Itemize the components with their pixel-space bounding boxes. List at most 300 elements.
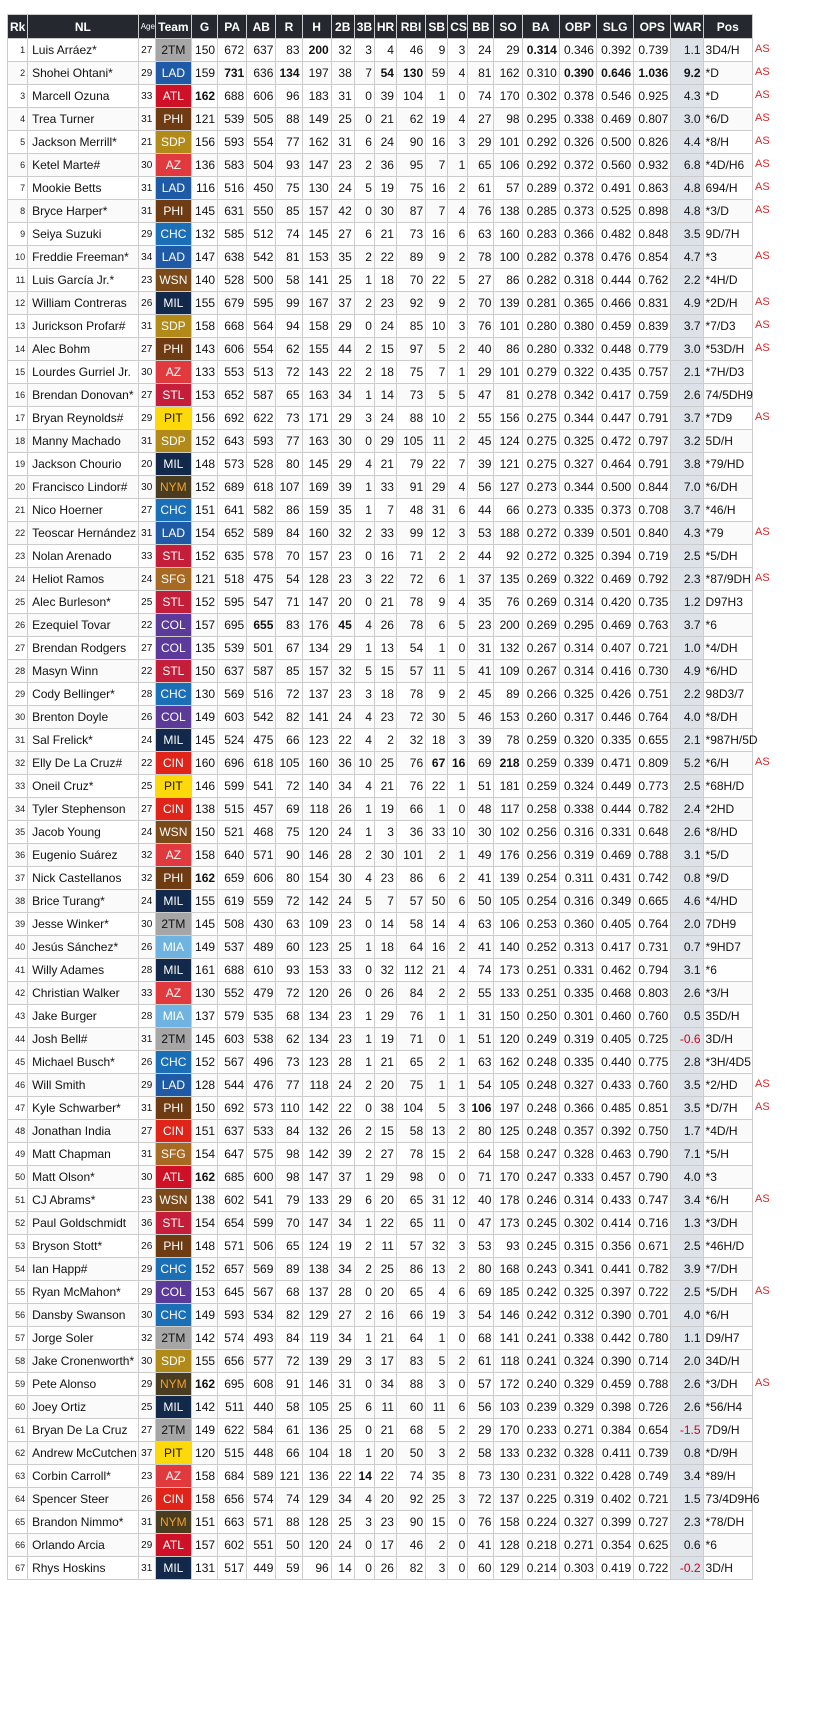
g-cell: 156: [191, 131, 217, 154]
h-cell: 158: [302, 315, 331, 338]
ba-cell: 0.282: [522, 269, 559, 292]
ops-cell: 0.764: [634, 913, 671, 936]
col-header-age[interactable]: Age: [138, 15, 155, 39]
player-name-cell[interactable]: Alec Burleson*: [28, 591, 139, 614]
age-cell: 29: [138, 1258, 155, 1281]
2b-cell: 29: [331, 453, 354, 476]
col-header-slg[interactable]: SLG: [596, 15, 633, 39]
h-cell: 147: [302, 1166, 331, 1189]
rbi-cell: 99: [396, 522, 425, 545]
h-cell: 157: [302, 545, 331, 568]
team-cell[interactable]: LAD: [155, 62, 191, 85]
ba-cell: 0.259: [522, 775, 559, 798]
col-header-g[interactable]: G: [191, 15, 217, 39]
team-cell[interactable]: COL: [155, 706, 191, 729]
player-name-cell[interactable]: Teoscar Hernández: [28, 522, 139, 545]
col-header-rbi[interactable]: RBI: [396, 15, 425, 39]
age-cell: 37: [138, 1442, 155, 1465]
3b-cell: 1: [354, 476, 374, 499]
ba-cell: 0.273: [522, 476, 559, 499]
h-cell: 120: [302, 1534, 331, 1557]
ba-cell: 0.272: [522, 522, 559, 545]
team-cell[interactable]: 2TM: [155, 1028, 191, 1051]
player-name-cell[interactable]: Ezequiel Tovar: [28, 614, 139, 637]
team-cell[interactable]: AZ: [155, 154, 191, 177]
2b-cell: 23: [331, 1005, 354, 1028]
r-cell: 75: [276, 821, 302, 844]
slg-cell: 0.457: [596, 1166, 633, 1189]
2b-cell: 37: [331, 292, 354, 315]
player-name-cell[interactable]: Matt Olson*: [28, 1166, 139, 1189]
player-name-cell[interactable]: Luis Arráez*: [28, 39, 139, 62]
team-cell[interactable]: STL: [155, 591, 191, 614]
team-cell[interactable]: SDP: [155, 131, 191, 154]
col-header-team[interactable]: Team: [155, 15, 191, 39]
player-name-cell[interactable]: Corbin Carroll*: [28, 1465, 139, 1488]
team-cell[interactable]: COL: [155, 1281, 191, 1304]
ab-cell: 618: [247, 752, 276, 775]
table-row: [8, 1166, 753, 1189]
player-name-cell[interactable]: Rhys Hoskins: [28, 1557, 139, 1580]
col-header-sb[interactable]: SB: [426, 15, 448, 39]
sb-cell: 11: [426, 430, 448, 453]
war-cell: 4.9: [671, 660, 703, 683]
team-cell[interactable]: STL: [155, 660, 191, 683]
player-name-cell[interactable]: Josh Bell#: [28, 1028, 139, 1051]
cs-cell: 4: [448, 913, 468, 936]
slg-cell: 0.390: [596, 1350, 633, 1373]
hr-cell: 14: [374, 384, 396, 407]
bb-cell: 57: [468, 1373, 494, 1396]
player-name-cell[interactable]: Jesús Sánchez*: [28, 936, 139, 959]
team-cell[interactable]: PHI: [155, 1235, 191, 1258]
team-cell[interactable]: COL: [155, 637, 191, 660]
slg-cell: 0.482: [596, 223, 633, 246]
team-cell[interactable]: PHI: [155, 867, 191, 890]
player-name-cell[interactable]: Oneil Cruz*: [28, 775, 139, 798]
r-cell: 107: [276, 476, 302, 499]
hr-cell: 26: [374, 982, 396, 1005]
2b-cell: 29: [331, 315, 354, 338]
hr-cell: 22: [374, 1465, 396, 1488]
rbi-cell: 78: [396, 614, 425, 637]
age-cell: 31: [138, 1097, 155, 1120]
table-row: [8, 39, 753, 62]
col-header-h[interactable]: H: [302, 15, 331, 39]
team-cell[interactable]: CIN: [155, 1120, 191, 1143]
table-row: [8, 545, 753, 568]
rbi-cell: 74: [396, 1465, 425, 1488]
col-header-2b[interactable]: 2B: [331, 15, 354, 39]
team-cell[interactable]: AZ: [155, 1465, 191, 1488]
all-star-tag: AS: [755, 43, 770, 55]
player-name-cell[interactable]: Seiya Suzuki: [28, 223, 139, 246]
table-row: [8, 798, 753, 821]
team-cell[interactable]: STL: [155, 545, 191, 568]
war-cell: 1.2: [671, 591, 703, 614]
war-cell: 1.1: [671, 1327, 703, 1350]
team-cell[interactable]: AZ: [155, 982, 191, 1005]
player-name-cell[interactable]: Spencer Steer: [28, 1488, 139, 1511]
player-name-cell[interactable]: Dansby Swanson: [28, 1304, 139, 1327]
team-cell[interactable]: LAD: [155, 522, 191, 545]
team-cell[interactable]: 2TM: [155, 39, 191, 62]
player-name-cell[interactable]: Marcell Ozuna: [28, 85, 139, 108]
col-header-obp[interactable]: OBP: [559, 15, 596, 39]
player-name-cell[interactable]: Trea Turner: [28, 108, 139, 131]
player-name-cell[interactable]: CJ Abrams*: [28, 1189, 139, 1212]
player-name-cell[interactable]: Will Smith: [28, 1074, 139, 1097]
player-name-cell[interactable]: Matt Chapman: [28, 1143, 139, 1166]
slg-cell: 0.417: [596, 384, 633, 407]
so-cell: 156: [494, 407, 522, 430]
player-name-cell[interactable]: Orlando Arcia: [28, 1534, 139, 1557]
g-cell: 158: [191, 844, 217, 867]
table-row: [8, 1534, 753, 1557]
ba-cell: 0.242: [522, 1304, 559, 1327]
col-header-ba[interactable]: BA: [522, 15, 559, 39]
table-header: [8, 15, 753, 39]
player-name-cell[interactable]: Paul Goldschmidt: [28, 1212, 139, 1235]
team-cell[interactable]: PIT: [155, 1442, 191, 1465]
player-name-cell[interactable]: Christian Walker: [28, 982, 139, 1005]
team-cell[interactable]: LAD: [155, 1074, 191, 1097]
player-name-cell[interactable]: Pete Alonso: [28, 1373, 139, 1396]
table-row: [8, 1557, 753, 1580]
pos-cell: 9D/7H: [703, 223, 752, 246]
team-cell[interactable]: AZ: [155, 361, 191, 384]
team-cell[interactable]: SDP: [155, 315, 191, 338]
hr-cell: 3: [374, 821, 396, 844]
col-header-pos[interactable]: Pos: [703, 15, 752, 39]
sb-cell: 1: [426, 1005, 448, 1028]
team-cell[interactable]: MIA: [155, 936, 191, 959]
player-name-cell[interactable]: Heliot Ramos: [28, 568, 139, 591]
bb-cell: 48: [468, 798, 494, 821]
slg-cell: 0.417: [596, 936, 633, 959]
so-cell: 170: [494, 1419, 522, 1442]
player-name-cell[interactable]: Jake Cronenworth*: [28, 1350, 139, 1373]
ops-cell: 0.655: [634, 729, 671, 752]
team-cell[interactable]: PIT: [155, 775, 191, 798]
player-name-cell[interactable]: Ian Happ#: [28, 1258, 139, 1281]
obp-cell: 0.366: [559, 223, 596, 246]
player-name-cell[interactable]: Mookie Betts: [28, 177, 139, 200]
r-cell: 88: [276, 1511, 302, 1534]
col-header-3b[interactable]: 3B: [354, 15, 374, 39]
slg-cell: 0.471: [596, 752, 633, 775]
player-name-cell[interactable]: Eugenio Suárez: [28, 844, 139, 867]
player-name-cell[interactable]: Brendan Rodgers: [28, 637, 139, 660]
player-name-cell[interactable]: Andrew McCutchen: [28, 1442, 139, 1465]
player-name-cell[interactable]: Ryan McMahon*: [28, 1281, 139, 1304]
pa-cell: 622: [218, 1419, 247, 1442]
team-cell[interactable]: STL: [155, 1212, 191, 1235]
table-row: [8, 315, 753, 338]
ab-cell: 528: [247, 453, 276, 476]
all-star-tag: AS: [755, 1078, 770, 1090]
ba-cell: 0.281: [522, 292, 559, 315]
g-cell: 162: [191, 1166, 217, 1189]
col-header-rk[interactable]: Rk: [8, 15, 28, 39]
player-name-cell[interactable]: Bryan Reynolds#: [28, 407, 139, 430]
team-cell[interactable]: PHI: [155, 338, 191, 361]
g-cell: 121: [191, 568, 217, 591]
player-name-cell[interactable]: Bryce Harper*: [28, 200, 139, 223]
player-name-cell[interactable]: Jorge Soler: [28, 1327, 139, 1350]
player-name-cell[interactable]: Bryson Stott*: [28, 1235, 139, 1258]
team-cell[interactable]: CHC: [155, 1051, 191, 1074]
sb-cell: 13: [426, 1258, 448, 1281]
rank-cell: 50: [8, 1166, 28, 1189]
g-cell: 133: [191, 361, 217, 384]
player-name-cell[interactable]: William Contreras: [28, 292, 139, 315]
team-cell[interactable]: MIL: [155, 453, 191, 476]
player-name-cell[interactable]: Cody Bellinger*: [28, 683, 139, 706]
team-cell[interactable]: WSN: [155, 821, 191, 844]
3b-cell: 2: [354, 292, 374, 315]
rank-cell: 20: [8, 476, 28, 499]
rank-cell: 36: [8, 844, 28, 867]
team-cell[interactable]: 2TM: [155, 1327, 191, 1350]
player-name-cell[interactable]: Shohei Ohtani*: [28, 62, 139, 85]
war-cell: -0.6: [671, 1028, 703, 1051]
team-cell[interactable]: COL: [155, 614, 191, 637]
player-name-cell[interactable]: Nick Castellanos: [28, 867, 139, 890]
col-header-name[interactable]: NL: [28, 15, 139, 39]
g-cell: 138: [191, 1189, 217, 1212]
obp-cell: 0.341: [559, 1258, 596, 1281]
team-cell[interactable]: SFG: [155, 1143, 191, 1166]
2b-cell: 33: [331, 959, 354, 982]
g-cell: 142: [191, 1396, 217, 1419]
player-name-cell[interactable]: Kyle Schwarber*: [28, 1097, 139, 1120]
g-cell: 159: [191, 62, 217, 85]
team-cell[interactable]: CHC: [155, 1304, 191, 1327]
col-header-cs[interactable]: CS: [448, 15, 468, 39]
pa-cell: 539: [218, 637, 247, 660]
team-cell[interactable]: LAD: [155, 246, 191, 269]
ab-cell: 512: [247, 223, 276, 246]
team-cell[interactable]: SDP: [155, 1350, 191, 1373]
player-name-cell[interactable]: Brendan Donovan*: [28, 384, 139, 407]
player-name-cell[interactable]: Jackson Chourio: [28, 453, 139, 476]
team-cell[interactable]: SFG: [155, 568, 191, 591]
player-name-cell[interactable]: Elly De La Cruz#: [28, 752, 139, 775]
ab-cell: 538: [247, 1028, 276, 1051]
age-cell: 26: [138, 706, 155, 729]
2b-cell: 39: [331, 476, 354, 499]
col-header-r[interactable]: R: [276, 15, 302, 39]
ab-cell: 575: [247, 1143, 276, 1166]
pos-cell: *3: [703, 1166, 752, 1189]
team-cell[interactable]: CIN: [155, 1488, 191, 1511]
war-cell: 3.7: [671, 315, 703, 338]
table-row: [8, 246, 753, 269]
g-cell: 157: [191, 614, 217, 637]
player-name-cell[interactable]: Michael Busch*: [28, 1051, 139, 1074]
team-cell[interactable]: CHC: [155, 683, 191, 706]
player-name-cell[interactable]: Bryan De La Cruz: [28, 1419, 139, 1442]
ab-cell: 574: [247, 1488, 276, 1511]
team-cell[interactable]: CIN: [155, 752, 191, 775]
h-cell: 157: [302, 200, 331, 223]
bb-cell: 56: [468, 476, 494, 499]
age-cell: 27: [138, 338, 155, 361]
ops-cell: 0.797: [634, 430, 671, 453]
team-cell[interactable]: PHI: [155, 108, 191, 131]
player-name-cell[interactable]: Luis García Jr.*: [28, 269, 139, 292]
col-header-war[interactable]: WAR: [671, 15, 703, 39]
col-header-ops[interactable]: OPS: [634, 15, 671, 39]
player-name-cell[interactable]: Jesse Winker*: [28, 913, 139, 936]
r-cell: 121: [276, 1465, 302, 1488]
ops-cell: 0.788: [634, 1373, 671, 1396]
ba-cell: 0.214: [522, 1557, 559, 1580]
player-name-cell[interactable]: Joey Ortiz: [28, 1396, 139, 1419]
ops-cell: 0.773: [634, 775, 671, 798]
h-cell: 104: [302, 1442, 331, 1465]
player-name-cell[interactable]: Jurickson Profar#: [28, 315, 139, 338]
player-name-cell[interactable]: Nico Hoerner: [28, 499, 139, 522]
slg-cell: 0.440: [596, 1051, 633, 1074]
ops-cell: 0.762: [634, 269, 671, 292]
hr-cell: 21: [374, 775, 396, 798]
team-cell[interactable]: MIL: [155, 1396, 191, 1419]
so-cell: 105: [494, 890, 522, 913]
g-cell: 148: [191, 453, 217, 476]
player-name-cell[interactable]: Tyler Stephenson: [28, 798, 139, 821]
ops-cell: 0.826: [634, 131, 671, 154]
player-name-cell[interactable]: Freddie Freeman*: [28, 246, 139, 269]
team-cell[interactable]: MIA: [155, 1005, 191, 1028]
team-cell[interactable]: SDP: [155, 430, 191, 453]
player-name-cell[interactable]: Manny Machado: [28, 430, 139, 453]
slg-cell: 0.428: [596, 1465, 633, 1488]
team-cell[interactable]: 2TM: [155, 913, 191, 936]
player-name-cell[interactable]: Brenton Doyle: [28, 706, 139, 729]
table-row: [8, 384, 753, 407]
team-cell[interactable]: STL: [155, 384, 191, 407]
team-cell[interactable]: PHI: [155, 1097, 191, 1120]
player-name-cell[interactable]: Jacob Young: [28, 821, 139, 844]
bb-cell: 65: [468, 154, 494, 177]
3b-cell: 2: [354, 1304, 374, 1327]
team-cell[interactable]: WSN: [155, 1189, 191, 1212]
3b-cell: 0: [354, 545, 374, 568]
col-header-bb[interactable]: BB: [468, 15, 494, 39]
col-header-pa[interactable]: PA: [218, 15, 247, 39]
table-row: [8, 1097, 753, 1120]
player-name-cell[interactable]: Lourdes Gurriel Jr.: [28, 361, 139, 384]
col-header-ab[interactable]: AB: [247, 15, 276, 39]
player-name-cell[interactable]: Jackson Merrill*: [28, 131, 139, 154]
sb-cell: 1: [426, 1074, 448, 1097]
war-cell: 3.7: [671, 407, 703, 430]
team-cell[interactable]: NYM: [155, 1511, 191, 1534]
ops-cell: 0.725: [634, 1028, 671, 1051]
ops-cell: 0.782: [634, 798, 671, 821]
ab-cell: 551: [247, 1534, 276, 1557]
team-cell[interactable]: CIN: [155, 798, 191, 821]
rbi-cell: 71: [396, 545, 425, 568]
col-header-hr[interactable]: HR: [374, 15, 396, 39]
player-name-cell[interactable]: Willy Adames: [28, 959, 139, 982]
team-cell[interactable]: ATL: [155, 85, 191, 108]
player-name-cell[interactable]: Masyn Winn: [28, 660, 139, 683]
team-cell[interactable]: MIL: [155, 292, 191, 315]
ops-cell: 0.726: [634, 1396, 671, 1419]
player-name-cell[interactable]: Jonathan India: [28, 1120, 139, 1143]
player-name-cell[interactable]: Ketel Marte#: [28, 154, 139, 177]
cs-cell: 3: [448, 729, 468, 752]
2b-cell: 35: [331, 246, 354, 269]
player-name-cell[interactable]: Francisco Lindor#: [28, 476, 139, 499]
pa-cell: 647: [218, 1143, 247, 1166]
ops-cell: 0.757: [634, 361, 671, 384]
team-cell[interactable]: PHI: [155, 200, 191, 223]
ba-cell: 0.242: [522, 1281, 559, 1304]
team-cell[interactable]: NYM: [155, 476, 191, 499]
2b-cell: 28: [331, 844, 354, 867]
obp-cell: 0.329: [559, 1373, 596, 1396]
team-cell[interactable]: LAD: [155, 177, 191, 200]
r-cell: 71: [276, 591, 302, 614]
slg-cell: 0.442: [596, 1327, 633, 1350]
table-row: [8, 568, 753, 591]
pa-cell: 606: [218, 338, 247, 361]
rbi-cell: 57: [396, 890, 425, 913]
age-cell: 23: [138, 1465, 155, 1488]
team-cell[interactable]: CHC: [155, 1258, 191, 1281]
3b-cell: 2: [354, 1074, 374, 1097]
player-name-cell[interactable]: Sal Frelick*: [28, 729, 139, 752]
team-cell[interactable]: CHC: [155, 223, 191, 246]
team-cell[interactable]: MIL: [155, 959, 191, 982]
hr-cell: 33: [374, 522, 396, 545]
team-cell[interactable]: NYM: [155, 1373, 191, 1396]
2b-cell: 14: [331, 1557, 354, 1580]
sb-cell: 9: [426, 292, 448, 315]
team-cell[interactable]: MIL: [155, 890, 191, 913]
player-name-cell[interactable]: Alec Bohm: [28, 338, 139, 361]
hr-cell: 30: [374, 200, 396, 223]
table-row: [8, 1350, 753, 1373]
rbi-cell: 68: [396, 1419, 425, 1442]
cs-cell: 2: [448, 683, 468, 706]
pa-cell: 583: [218, 154, 247, 177]
team-cell[interactable]: AZ: [155, 844, 191, 867]
player-name-cell[interactable]: Brandon Nimmo*: [28, 1511, 139, 1534]
player-name-cell[interactable]: Brice Turang*: [28, 890, 139, 913]
team-cell[interactable]: MIL: [155, 1557, 191, 1580]
3b-cell: 2: [354, 1120, 374, 1143]
col-header-so[interactable]: SO: [494, 15, 522, 39]
player-name-cell[interactable]: Jake Burger: [28, 1005, 139, 1028]
team-cell[interactable]: WSN: [155, 269, 191, 292]
team-cell[interactable]: ATL: [155, 1534, 191, 1557]
team-cell[interactable]: PIT: [155, 407, 191, 430]
team-cell[interactable]: 2TM: [155, 1419, 191, 1442]
cs-cell: 5: [448, 384, 468, 407]
team-cell[interactable]: CHC: [155, 499, 191, 522]
ab-cell: 513: [247, 361, 276, 384]
team-cell[interactable]: ATL: [155, 1166, 191, 1189]
rank-cell: 40: [8, 936, 28, 959]
ab-cell: 582: [247, 499, 276, 522]
team-cell[interactable]: MIL: [155, 729, 191, 752]
player-name-cell[interactable]: Nolan Arenado: [28, 545, 139, 568]
